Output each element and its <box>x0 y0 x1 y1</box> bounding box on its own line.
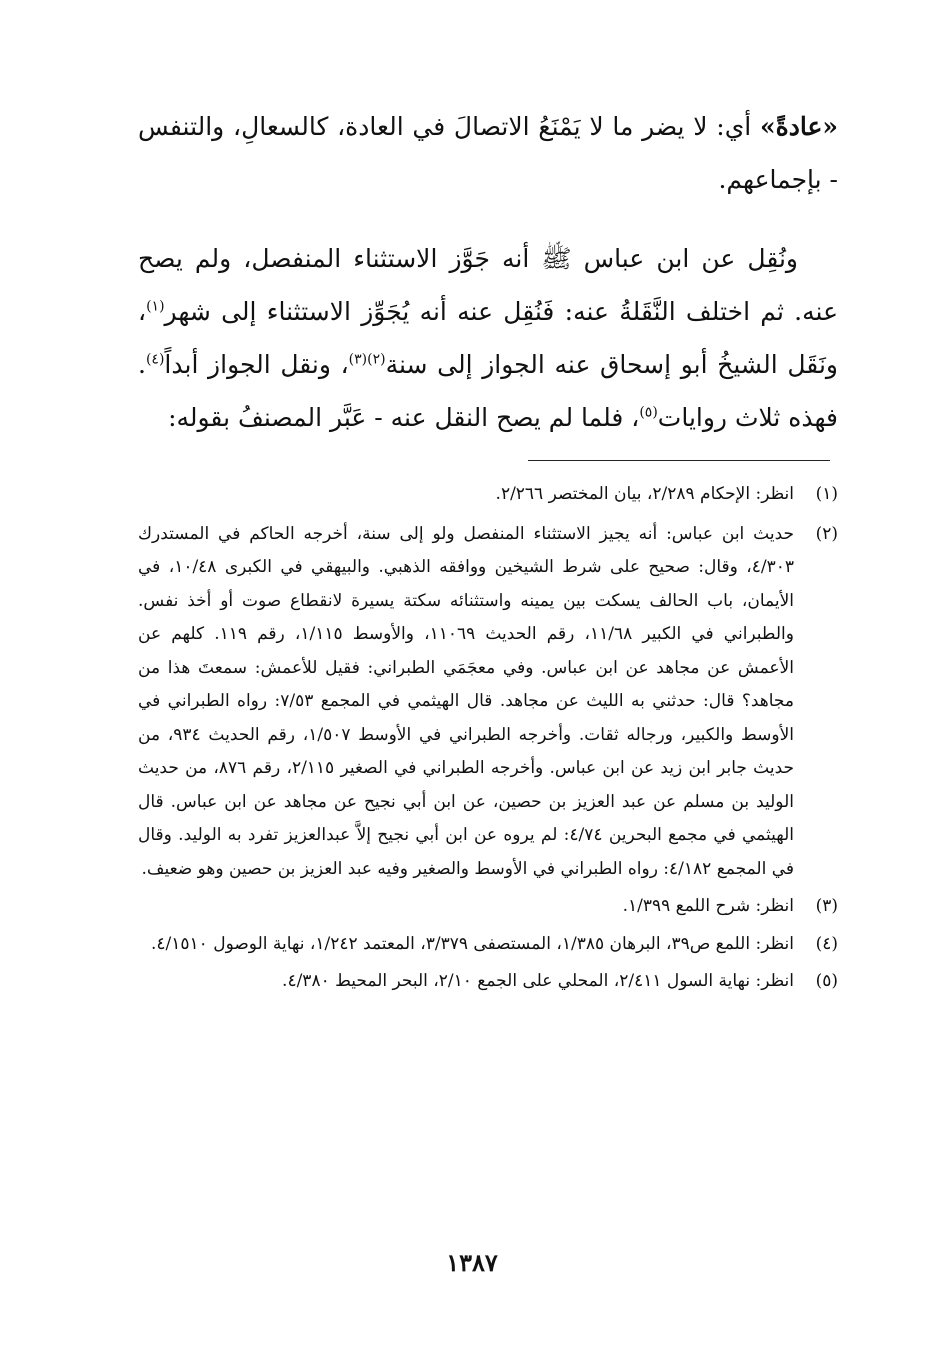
footnote-ref-4[interactable]: (٤) <box>145 351 165 368</box>
footnote-number: (١) <box>815 484 838 504</box>
footnote-text: انظر: شرح اللمع ١/٣٩٩. <box>622 896 794 916</box>
body-paragraph-2 <box>138 232 838 444</box>
paragraph-2-part-1: ونُقِل عن ابن عباس ﷺ أنه جَوَّز الاستثناء المنفصل، ولم يصح عنه. ثم اختلف النَّقَلةُ عنه: فَنُقِل عنه أنه يُجَوِّز الاستثناء إلى شهر <box>138 244 838 326</box>
footnote-number: (٥) <box>815 971 838 991</box>
footnote-separator <box>528 460 830 461</box>
footnote-text: انظر: اللمع ص٣٩، البرهان ١/٣٨٥، المستصفى ٣/٣٧٩، المعتمد ١/٢٤٢، نهاية الوصول ٤/١٥١٠. <box>151 933 794 954</box>
page-number: ١٣٨٧ <box>446 1248 498 1277</box>
footnote-number: (٣) <box>815 896 838 916</box>
paragraph-2-part-4: . فهذه ثلاث روايات <box>138 350 838 432</box>
footnote-item <box>138 965 838 999</box>
footnote-text: انظر: الإحكام ٢/٢٨٩، بيان المختصر ٢/٢٦٦. <box>495 484 794 504</box>
footnote-number: (٢) <box>815 523 838 544</box>
footnote-number: (٤) <box>815 933 838 954</box>
footnotes-list <box>138 478 838 1003</box>
footnote-ref-2-3[interactable]: (٢)(٣) <box>348 351 386 368</box>
footnote-text: حديث ابن عباس: أنه يجيز الاستثناء المنفصل ولو إلى سنة، أخرجه الحاكم في المستدرك ٤/٣٠٣، وقال: صحيح على شرط الشيخين ووافقه الذهبي. والبيهقي في الكبرى ١٠/٤٨، في الأيمان، باب الحالف يسكت بين يمينه واستثنائه سكتة يسيرة لانقطاع صوت أو أخذ نفس. والطبراني في الكبير ١١/٦٨، رقم الحديث ١١٠٦٩، والأوسط ١/١١٥، رقم ١١٩. كلهم عن الأعمش عن مجاهد عن ابن عباس. وفي معجَمَي الطبراني: فقيل للأعمش: سمعتَ هذا من مجاهد؟ قال: حدثني به الليث عن مجاهد. قال الهيثمي في المجمع ٧/٥٣: رواه الطبراني في الأوسط والكبير، ورجاله ثقات. وأخرجه الطبراني في الأوسط ١/٥٠٧، رقم الحديث ٩٣٤، من حديث جابر ابن زيد عن ابن عباس. وأخرجه الطبراني في الصغير ٢/١١٥، رقم ٨٧٦، من حديث الوليد بن مسلم عن عبد العزيز بن حصين، عن ابن أبي نجيح عن مجاهد عن ابن عباس. قال الهيثمي في مجمع البحرين ٤/٧٤: لم يروه عن ابن أبي نجيح إلاَّ عبدالعزيز تفرد به الوليد. وقال في المجمع ٤/١٨٢: رواه الطبراني في الأوسط والصغير وفيه عبد العزيز بن حصين وهو ضعيف. <box>138 523 795 879</box>
bold-term: «عادةً» <box>759 112 838 141</box>
footnote-item <box>138 478 838 512</box>
paragraph-2-part-5: ، فلما لم يصح النقل عنه - عَبَّر المصنفُ بقوله: <box>168 403 640 432</box>
paragraph-2-part-3: ، ونقل الجواز أبداً <box>164 350 349 379</box>
paragraph-2-part-2: ، ونَقَل الشيخُ أبو إسحاق عنه الجواز إلى سنة <box>138 297 838 379</box>
body-paragraph-1 <box>138 100 838 206</box>
footnote-item <box>138 928 838 962</box>
footnote-text: انظر: نهاية السول ٢/٤١١، المحلي على الجمع ٢/١٠، البحر المحيط ٤/٣٨٠. <box>282 971 794 991</box>
footnote-item <box>138 518 838 887</box>
footnote-ref-1[interactable]: (١) <box>146 298 165 315</box>
footnote-ref-5[interactable]: (٥) <box>639 404 658 421</box>
paragraph-1-text: أي: لا يضر ما لا يَمْنَعُ الاتصالَ في العادة، كالسعالِ، والتنفس - بإجماعهم. <box>138 112 838 194</box>
footnote-item <box>138 890 838 924</box>
